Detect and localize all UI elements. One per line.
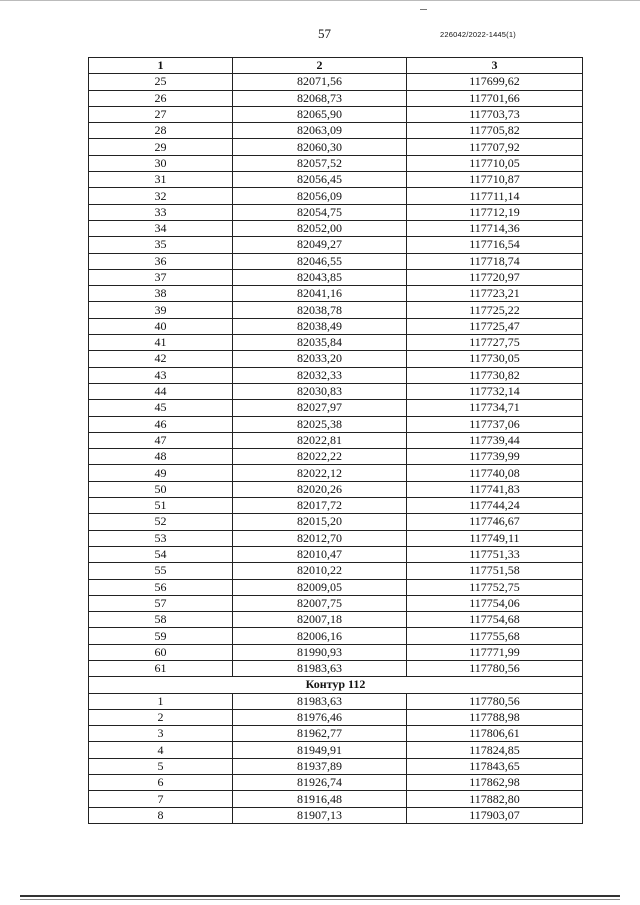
table-row <box>89 579 583 595</box>
table-row <box>89 318 583 334</box>
point-number-cell: 44 <box>89 383 233 399</box>
x-coordinate-cell: 82015,20 <box>233 514 407 530</box>
x-coordinate-cell: 82020,26 <box>233 481 407 497</box>
x-coordinate-cell: 82038,49 <box>233 318 407 334</box>
coordinates-table <box>88 57 583 824</box>
x-coordinate-cell: 81983,63 <box>233 660 407 676</box>
point-number-cell: 41 <box>89 335 233 351</box>
point-number-cell: 58 <box>89 612 233 628</box>
scan-mark <box>420 9 427 10</box>
x-coordinate-cell: 81926,74 <box>233 775 407 791</box>
x-coordinate-cell: 82068,73 <box>233 90 407 106</box>
x-coordinate-cell: 82022,22 <box>233 449 407 465</box>
y-coordinate-cell: 117711,14 <box>407 188 583 204</box>
table-row <box>89 416 583 432</box>
x-coordinate-cell: 82010,47 <box>233 546 407 562</box>
table-row <box>89 644 583 660</box>
y-coordinate-cell: 117737,06 <box>407 416 583 432</box>
y-coordinate-cell: 117734,71 <box>407 400 583 416</box>
y-coordinate-cell: 117710,05 <box>407 155 583 171</box>
x-coordinate-cell: 82027,97 <box>233 400 407 416</box>
point-number-cell: 54 <box>89 546 233 562</box>
table-row <box>89 530 583 546</box>
point-number-cell: 42 <box>89 351 233 367</box>
point-number-cell: 26 <box>89 90 233 106</box>
bottom-scan-line <box>20 895 620 897</box>
point-number-cell: 55 <box>89 563 233 579</box>
x-coordinate-cell: 81983,63 <box>233 693 407 709</box>
y-coordinate-cell: 117741,83 <box>407 481 583 497</box>
section-row <box>89 677 583 693</box>
x-coordinate-cell: 82032,33 <box>233 367 407 383</box>
section-row-group <box>89 677 583 693</box>
x-coordinate-cell: 82043,85 <box>233 269 407 285</box>
point-number-cell: 29 <box>89 139 233 155</box>
x-coordinate-cell: 82071,56 <box>233 74 407 90</box>
table-row <box>89 123 583 139</box>
x-coordinate-cell: 82065,90 <box>233 106 407 122</box>
table-row <box>89 660 583 676</box>
point-number-cell: 49 <box>89 465 233 481</box>
point-number-cell: 28 <box>89 123 233 139</box>
table-row <box>89 693 583 709</box>
y-coordinate-cell: 117699,62 <box>407 74 583 90</box>
table-row <box>89 237 583 253</box>
y-coordinate-cell: 117740,08 <box>407 465 583 481</box>
point-number-cell: 61 <box>89 660 233 676</box>
point-number-cell: 3 <box>89 726 233 742</box>
table-row <box>89 628 583 644</box>
rows-contour-previous <box>89 74 583 677</box>
table-row <box>89 155 583 171</box>
x-coordinate-cell: 81990,93 <box>233 644 407 660</box>
x-coordinate-cell: 81949,91 <box>233 742 407 758</box>
x-coordinate-cell: 82006,16 <box>233 628 407 644</box>
table-row <box>89 758 583 774</box>
x-coordinate-cell: 82046,55 <box>233 253 407 269</box>
table-row <box>89 612 583 628</box>
point-number-cell: 48 <box>89 449 233 465</box>
point-number-cell: 51 <box>89 498 233 514</box>
table-row <box>89 709 583 725</box>
table-row <box>89 563 583 579</box>
x-coordinate-cell: 82049,27 <box>233 237 407 253</box>
table-row <box>89 172 583 188</box>
table-row <box>89 465 583 481</box>
table-row <box>89 383 583 399</box>
table-row <box>89 742 583 758</box>
x-coordinate-cell: 82022,12 <box>233 465 407 481</box>
x-coordinate-cell: 82009,05 <box>233 579 407 595</box>
point-number-cell: 56 <box>89 579 233 595</box>
table-row <box>89 335 583 351</box>
x-coordinate-cell: 81962,77 <box>233 726 407 742</box>
y-coordinate-cell: 117730,82 <box>407 367 583 383</box>
x-coordinate-cell: 82033,20 <box>233 351 407 367</box>
x-coordinate-cell: 82063,09 <box>233 123 407 139</box>
rows-contour-112 <box>89 693 583 823</box>
x-coordinate-cell: 82012,70 <box>233 530 407 546</box>
y-coordinate-cell: 117710,87 <box>407 172 583 188</box>
y-coordinate-cell: 117862,98 <box>407 775 583 791</box>
y-coordinate-cell: 117723,21 <box>407 286 583 302</box>
y-coordinate-cell: 117824,85 <box>407 742 583 758</box>
x-coordinate-cell: 81976,46 <box>233 709 407 725</box>
x-coordinate-cell: 82038,78 <box>233 302 407 318</box>
y-coordinate-cell: 117903,07 <box>407 807 583 823</box>
x-coordinate-cell: 82041,16 <box>233 286 407 302</box>
point-number-cell: 40 <box>89 318 233 334</box>
y-coordinate-cell: 117716,54 <box>407 237 583 253</box>
point-number-cell: 38 <box>89 286 233 302</box>
point-number-cell: 50 <box>89 481 233 497</box>
x-coordinate-cell: 82054,75 <box>233 204 407 220</box>
y-coordinate-cell: 117882,80 <box>407 791 583 807</box>
section-title: Контур 112 <box>89 677 583 693</box>
x-coordinate-cell: 82057,52 <box>233 155 407 171</box>
table-row <box>89 775 583 791</box>
x-coordinate-cell: 82010,22 <box>233 563 407 579</box>
x-coordinate-cell: 82022,81 <box>233 432 407 448</box>
y-coordinate-cell: 117712,19 <box>407 204 583 220</box>
table-row <box>89 188 583 204</box>
point-number-cell: 43 <box>89 367 233 383</box>
column-header-2: 2 <box>233 58 407 74</box>
table-row <box>89 204 583 220</box>
bottom-scan-line-thin <box>20 899 620 900</box>
y-coordinate-cell: 117771,99 <box>407 644 583 660</box>
table-row <box>89 791 583 807</box>
table-row <box>89 139 583 155</box>
point-number-cell: 32 <box>89 188 233 204</box>
point-number-cell: 31 <box>89 172 233 188</box>
point-number-cell: 46 <box>89 416 233 432</box>
y-coordinate-cell: 117727,75 <box>407 335 583 351</box>
column-header-1: 1 <box>89 58 233 74</box>
point-number-cell: 45 <box>89 400 233 416</box>
y-coordinate-cell: 117720,97 <box>407 269 583 285</box>
point-number-cell: 36 <box>89 253 233 269</box>
y-coordinate-cell: 117739,99 <box>407 449 583 465</box>
x-coordinate-cell: 81916,48 <box>233 791 407 807</box>
table-row <box>89 106 583 122</box>
y-coordinate-cell: 117751,58 <box>407 563 583 579</box>
point-number-cell: 5 <box>89 758 233 774</box>
y-coordinate-cell: 117707,92 <box>407 139 583 155</box>
point-number-cell: 60 <box>89 644 233 660</box>
table-row <box>89 351 583 367</box>
point-number-cell: 30 <box>89 155 233 171</box>
y-coordinate-cell: 117714,36 <box>407 220 583 236</box>
point-number-cell: 27 <box>89 106 233 122</box>
y-coordinate-cell: 117739,44 <box>407 432 583 448</box>
point-number-cell: 37 <box>89 269 233 285</box>
y-coordinate-cell: 117780,56 <box>407 660 583 676</box>
table-row <box>89 514 583 530</box>
point-number-cell: 6 <box>89 775 233 791</box>
table-header-row <box>89 58 583 74</box>
point-number-cell: 39 <box>89 302 233 318</box>
point-number-cell: 59 <box>89 628 233 644</box>
table-row <box>89 546 583 562</box>
x-coordinate-cell: 81907,13 <box>233 807 407 823</box>
point-number-cell: 57 <box>89 595 233 611</box>
table-row <box>89 726 583 742</box>
point-number-cell: 35 <box>89 237 233 253</box>
table-row <box>89 90 583 106</box>
x-coordinate-cell: 82017,72 <box>233 498 407 514</box>
y-coordinate-cell: 117754,68 <box>407 612 583 628</box>
top-scan-line <box>0 0 640 1</box>
x-coordinate-cell: 81937,89 <box>233 758 407 774</box>
table-row <box>89 432 583 448</box>
y-coordinate-cell: 117701,66 <box>407 90 583 106</box>
x-coordinate-cell: 82060,30 <box>233 139 407 155</box>
y-coordinate-cell: 117755,68 <box>407 628 583 644</box>
point-number-cell: 47 <box>89 432 233 448</box>
y-coordinate-cell: 117725,22 <box>407 302 583 318</box>
table-row <box>89 302 583 318</box>
y-coordinate-cell: 117730,05 <box>407 351 583 367</box>
table-row <box>89 498 583 514</box>
x-coordinate-cell: 82056,45 <box>233 172 407 188</box>
point-number-cell: 34 <box>89 220 233 236</box>
point-number-cell: 25 <box>89 74 233 90</box>
y-coordinate-cell: 117718,74 <box>407 253 583 269</box>
table-row <box>89 269 583 285</box>
y-coordinate-cell: 117751,33 <box>407 546 583 562</box>
x-coordinate-cell: 82007,75 <box>233 595 407 611</box>
table-row <box>89 220 583 236</box>
y-coordinate-cell: 117725,47 <box>407 318 583 334</box>
y-coordinate-cell: 117744,24 <box>407 498 583 514</box>
y-coordinate-cell: 117780,56 <box>407 693 583 709</box>
point-number-cell: 7 <box>89 791 233 807</box>
table-row <box>89 449 583 465</box>
point-number-cell: 4 <box>89 742 233 758</box>
table-row <box>89 481 583 497</box>
point-number-cell: 53 <box>89 530 233 546</box>
x-coordinate-cell: 82030,83 <box>233 383 407 399</box>
point-number-cell: 2 <box>89 709 233 725</box>
table-row <box>89 400 583 416</box>
table-row <box>89 807 583 823</box>
y-coordinate-cell: 117843,65 <box>407 758 583 774</box>
y-coordinate-cell: 117749,11 <box>407 530 583 546</box>
point-number-cell: 8 <box>89 807 233 823</box>
y-coordinate-cell: 117754,06 <box>407 595 583 611</box>
table-row <box>89 253 583 269</box>
document-code: 226042/2022-1445(1) <box>440 30 516 39</box>
page-number: 57 <box>318 26 331 41</box>
x-coordinate-cell: 82007,18 <box>233 612 407 628</box>
point-number-cell: 1 <box>89 693 233 709</box>
y-coordinate-cell: 117705,82 <box>407 123 583 139</box>
y-coordinate-cell: 117703,73 <box>407 106 583 122</box>
column-header-3: 3 <box>407 58 583 74</box>
y-coordinate-cell: 117788,98 <box>407 709 583 725</box>
table-row <box>89 595 583 611</box>
table-row <box>89 367 583 383</box>
y-coordinate-cell: 117752,75 <box>407 579 583 595</box>
point-number-cell: 33 <box>89 204 233 220</box>
y-coordinate-cell: 117806,61 <box>407 726 583 742</box>
y-coordinate-cell: 117746,67 <box>407 514 583 530</box>
y-coordinate-cell: 117732,14 <box>407 383 583 399</box>
x-coordinate-cell: 82025,38 <box>233 416 407 432</box>
x-coordinate-cell: 82052,00 <box>233 220 407 236</box>
point-number-cell: 52 <box>89 514 233 530</box>
table-row <box>89 74 583 90</box>
x-coordinate-cell: 82035,84 <box>233 335 407 351</box>
table-row <box>89 286 583 302</box>
x-coordinate-cell: 82056,09 <box>233 188 407 204</box>
